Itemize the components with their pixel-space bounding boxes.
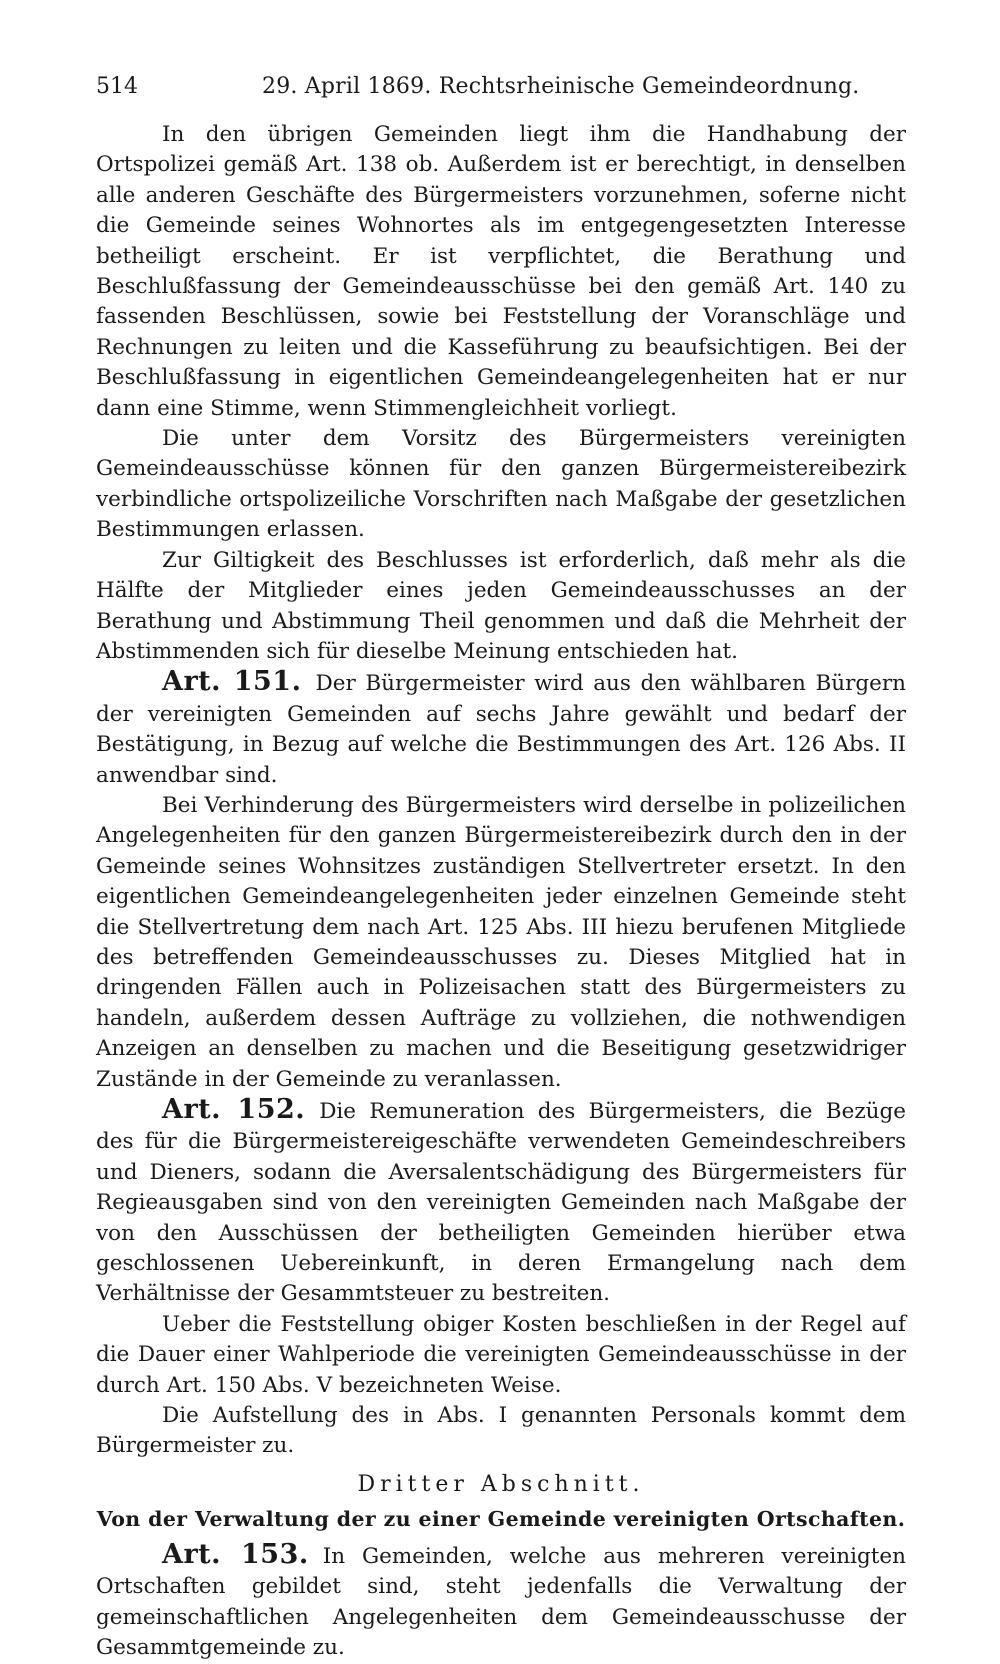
article-152 [96, 1095, 906, 1310]
paragraph-continuation: In den übrigen Gemeinden liegt ihm die Handhabung der Ortspolizei gemäß Art. 138 ob. Außerdem ist er berechtigt, in denselben alle anderen Geschäfte des Bürgermeisters vorzunehmen, soferne nicht die Gemeinde seines Wohnortes als im entgegengesetzten Interesse betheiligt erscheint. Er ist verpflichtet, die Berathung und Beschlußfassung der Gemeindeausschüsse bei den gemäß Art. 140 zu fassenden Beschlüssen, sowie bei Feststellung der Voranschläge und Rechnungen zu leiten und die Kasseführung zu beaufsichtigen. Bei der Beschlußfassung in eigentlichen Gemeindeangelegenheiten hat er nur dann eine Stimme, wenn Stimmengleichheit vorliegt. [96, 122, 906, 421]
section-title: Dritter Abschnitt. [357, 1471, 645, 1497]
paragraph-feststellung: Ueber die Feststellung obiger Kosten beschließen in der Regel auf die Dauer einer Wahlperiode die vereinigten Gemeindeausschüsse in der durch Art. 150 Abs. V bezeichneten Weise. [96, 1311, 906, 1398]
section-subtitle: Von der Verwaltung der zu einer Gemeinde vereinigten Ortschaften. [96, 1506, 906, 1531]
page-header [96, 70, 906, 104]
article-151-text: Der Bürgermeister wird aus den wählbaren Bürgern der vereinigten Gemeinden auf sechs Jahre gewählt und bedarf der Bestätigung, in Bezug auf welche die Bestimmungen des Art. 126 Abs. II anwendbar sind. [96, 671, 906, 788]
paragraph-aufstellung: Die Aufstellung des in Abs. I genannten Personals kommt dem Bürgermeister zu. [96, 1403, 906, 1459]
article-152-text: Die Remuneration des Bürgermeisters, die Bezüge des für die Bürgermeistereigeschäfte verwendeten Gemeindeschreibers und Dieners, sodann die Aversalentschädigung des Bürgermeisters für Regieausgaben sind von den vereinigten Gemeinden nach Maßgabe der von den Ausschüssen der betheiligten Gemeinden hierüber etwa geschlossenen Uebereinkunft, in deren Ermangelung nach dem Verhältnisse der Gesammtsteuer zu bestreiten. [96, 1099, 906, 1307]
article-151-heading: Art. 151. [162, 666, 302, 698]
running-title: 29. April 1869. Rechtsrheinische Gemeindeordnung. [262, 74, 860, 99]
article-152-heading: Art. 152. [162, 1094, 306, 1125]
paragraph-ortspolizei: Die unter dem Vorsitz des Bürgermeisters vereinigten Gemeindeausschüsse können für den ganzen Bürgermeistereibezirk verbindliche ortspolizeiliche Vorschriften nach Maßgabe der gesetzlichen Bestimmungen erlassen. [96, 426, 906, 543]
paragraph-verhinderung: Bei Verhinderung des Bürgermeisters wird derselbe in polizeilichen Angelegenheiten für den ganzen Bürgermeistereibezirk durch den in der Gemeinde seines Wohnsitzes zuständigen Stellvertreter ersetzt. In den eigentlichen Gemeindeangelegenheiten jeder einzelnen Gemeinde steht die Stellvertretung dem nach Art. 125 Abs. III hiezu berufenen Mitgliede des betreffenden Gemeindeausschusses zu. Dieses Mitglied hat in dringenden Fällen auch in Polizeisachen statt des Bürgermeisters zu handeln, außerdem dessen Aufträge zu vollziehen, die nothwendigen Anzeigen an denselben zu machen und die Beseitigung gesetzwidriger Zustände in der Gemeinde zu veranlassen. [96, 792, 906, 1092]
article-153-heading: Art. 153. [162, 1538, 309, 1570]
paragraph-giltigkeit: Zur Giltigkeit des Beschlusses ist erforderlich, daß mehr als die Hälfte der Mitglieder eines jeden Gemeindeausschusses an der Berathung und Abstimmung Theil genommen und daß die Mehrheit der Abstimmenden sich für dieselbe Meinung entschieden hat. [96, 547, 906, 664]
article-151 [96, 667, 906, 791]
page-body [96, 120, 906, 1664]
article-153-text: In Gemeinden, welche aus mehreren vereinigten Ortschaften gebildet sind, steht jedenfalls die Verwaltung der gemeinschaftlichen Angelegenheiten dem Gemeindeausschusse der Gesammtgemeinde zu. [96, 1543, 906, 1661]
page-number: 514 [96, 74, 138, 99]
article-153 [96, 1540, 906, 1664]
